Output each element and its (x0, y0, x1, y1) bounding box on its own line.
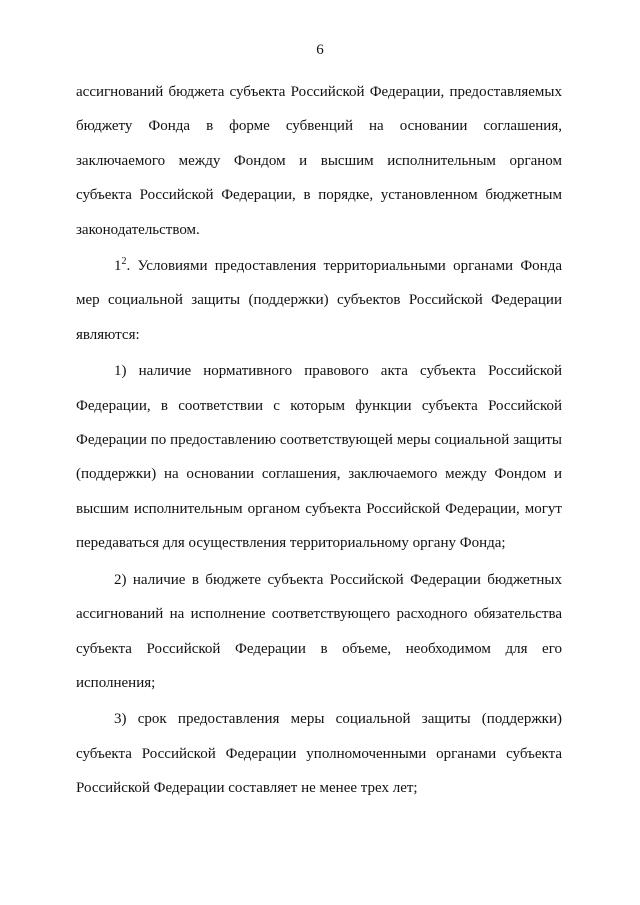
paragraph-clause-1-2 (76, 249, 562, 352)
clause-number: 1 (114, 258, 122, 275)
list-item-3: 3) срок предоставления меры социальной защиты (поддержки) субъекта Российской Федерации уполномоченными органами субъекта Российской Федерации составляет не менее трех лет; (76, 711, 562, 797)
list-item-1: 1) наличие нормативного правового акта субъекта Российской Федерации, в соответствии с которым функции субъекта Российской Федерации по предоставлению соответствующей меры социальной защиты (поддержки) на основании соглашения, заключаемого между Фондом и высшим исполнительным органом субъекта Российской Федерации, могут передаваться для осуществления территориальному органу Фонда; (76, 363, 562, 552)
document-body (76, 75, 562, 808)
clause-superscript: 2 (121, 256, 127, 268)
clause-text: . Условиями предоставления территориальными органами Фонда мер социальной защиты (поддержки) субъектов Российской Федерации являются: (76, 258, 562, 343)
list-item-2: 2) наличие в бюджете субъекта Российской Федерации бюджетных ассигнований на исполнение соответствующего расходного обязательства субъекта Российской Федерации в объеме, необходимом для его исполнения; (76, 571, 562, 691)
page-number: 6 (316, 42, 324, 58)
paragraph-continuation: ассигнований бюджета субъекта Российской Федерации, предоставляемых бюджету Фонда в форме субвенций на основании соглашения, заключаемого между Фондом и высшим исполнительным органом субъекта Российской Федерации, в порядке, установленном бюджетным законодательством. (76, 84, 562, 238)
